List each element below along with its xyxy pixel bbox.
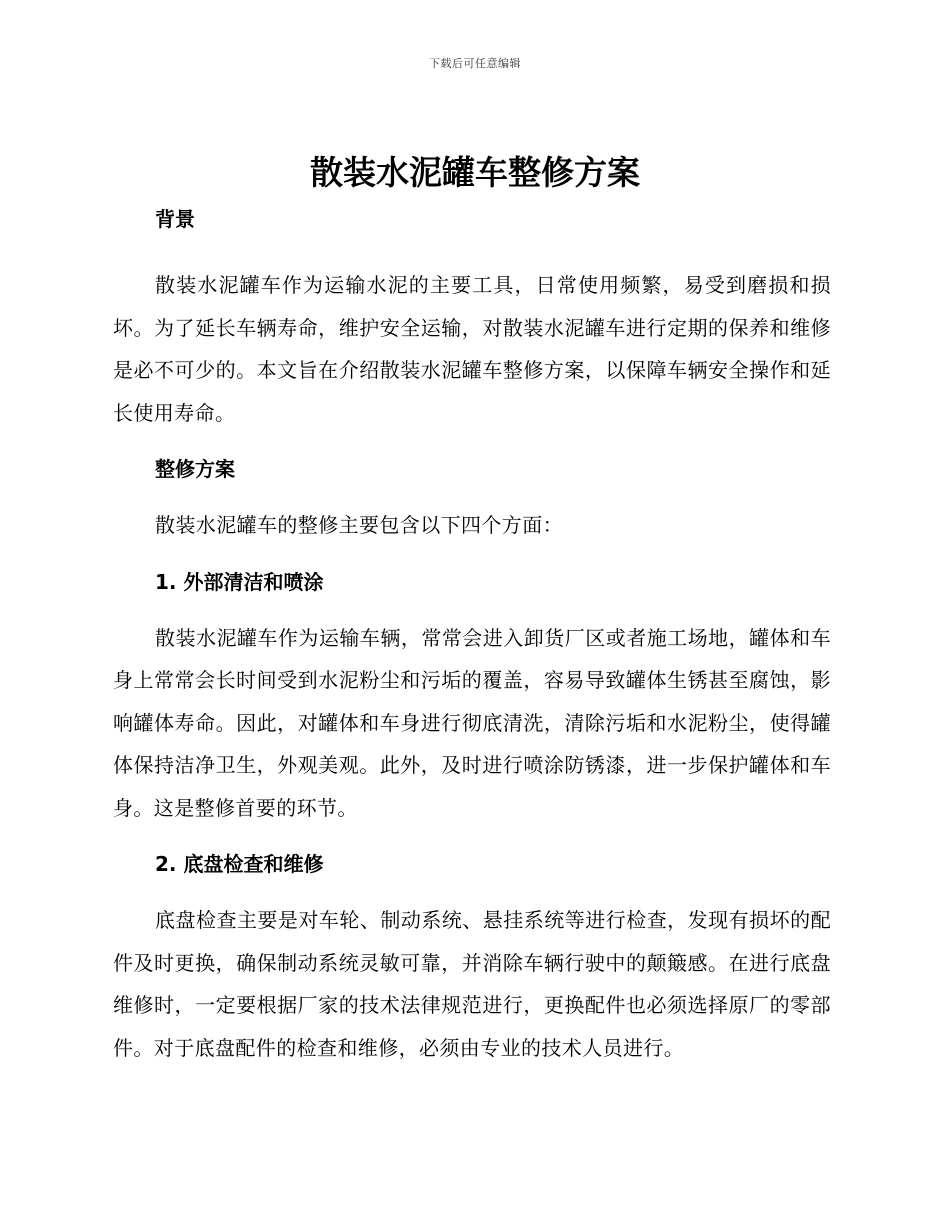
document-title: 散装水泥罐车整修方案 <box>310 153 640 192</box>
section-heading-background: 背景 <box>155 207 195 231</box>
document-body <box>113 202 831 1069</box>
paragraph-item1: 散装水泥罐车作为运输车辆，常常会进入卸货厂区或者施工场地，罐体和车身上常常会长时间受到水泥粉尘和污垢的覆盖，容易导致罐体生锈甚至腐蚀，影响罐体寿命。因此，对罐体和车身进行彻底清洗，清除污垢和水泥粉尘，使得罐体保持洁净卫生，外观美观。此外，及时进行喷涂防锈漆，进一步保护罐体和车身。这是整修首要的环节。 <box>113 625 831 820</box>
section-heading-item2: 2. 底盘检查和维修 <box>155 852 324 876</box>
paragraph-item2: 底盘检查主要是对车轮、制动系统、悬挂系统等进行检查，发现有损坏的配件及时更换，确保制动系统灵敏可靠，并消除车辆行驶中的颠簸感。在进行底盘维修时，一定要根据厂家的技术法律规范进行，更换配件也必须选择原厂的零部件。对于底盘配件的检查和维修，必须由专业的技术人员进行。 <box>113 908 831 1060</box>
section-heading-plan: 整修方案 <box>155 457 235 481</box>
header-note: 下载后可任意编辑 <box>429 57 521 70</box>
paragraph-plan: 散装水泥罐车的整修主要包含以下四个方面： <box>155 513 563 537</box>
paragraph-background: 散装水泥罐车作为运输水泥的主要工具，日常使用频繁，易受到磨损和损坏。为了延长车辆寿命，维护安全运输，对散装水泥罐车进行定期的保养和维修是必不可少的。本文旨在介绍散装水泥罐车整修方案，以保障车辆安全操作和延长使用寿命。 <box>113 273 831 425</box>
section-heading-item1: 1. 外部清洁和喷涂 <box>155 569 324 594</box>
